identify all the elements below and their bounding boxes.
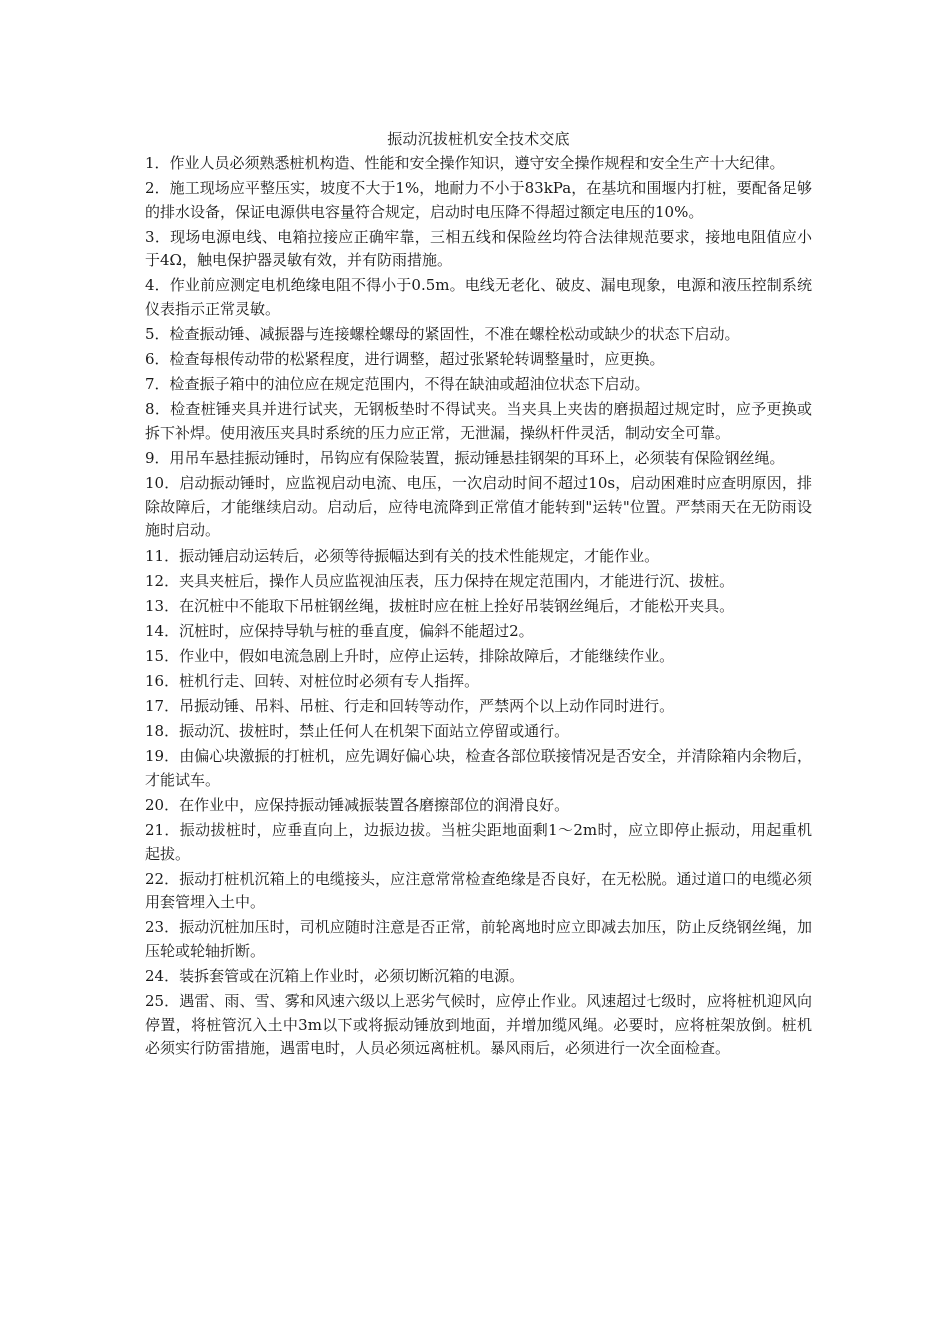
list-item: 5．检查振动锤、减振器与连接螺栓螺母的紧固性，不准在螺栓松动或缺少的状态下启动。 — [145, 325, 740, 344]
list-item: 10．启动振动锤时，应监视启动电流、电压，一次启动时间不超过10s，启动困难时应查明原因，排除故障后，才能继续启动。启动后，应待电流降到正常值才能转到"运转"位置。严禁雨天在无防雨设施时启动。 — [145, 474, 812, 540]
list-item: 16．桩机行走、回转、对桩位时必须有专人指挥。 — [145, 671, 480, 690]
list-item: 14．沉桩时，应保持导轨与桩的垂直度，偏斜不能超过2。 — [145, 621, 534, 640]
list-item: 23．振动沉桩加压时，司机应随时注意是否正常，前轮离地时应立即减去加压，防止反绕钢丝绳，加压轮或轮轴折断。 — [145, 918, 812, 960]
item-list — [145, 152, 812, 1061]
list-item: 3．现场电源电线、电箱拉接应正确牢靠，三相五线和保险丝均符合法律规范要求，接地电阻值应小于4Ω，触电保护器灵敏有效，并有防雨措施。 — [145, 227, 812, 270]
list-item: 17．吊振动锤、吊料、吊桩、行走和回转等动作，严禁两个以上动作同时进行。 — [145, 697, 675, 716]
list-item: 22．振动打桩机沉箱上的电缆接头，应注意常常检查绝缘是否良好，在无松脱。通过道口的电缆必须用套管埋入土中。 — [145, 869, 812, 912]
list-item: 25．遇雷、雨、雪、雾和风速六级以上恶劣气候时，应停止作业。风速超过七级时，应将桩机迎风向停置，将桩管沉入土中3m以下或将振动锤放到地面，并增加缆风绳。必要时，应将桩架放倒。桩机必须实行防雷措施，遇雷电时，人员必须远离桩机。暴风雨后，必须进行一次全面检查。 — [145, 992, 812, 1058]
list-item: 1．作业人员必须熟悉桩机构造、性能和安全操作知识，遵守安全操作规程和安全生产十大纪律。 — [145, 154, 785, 172]
list-item: 12．夹具夹桩后，操作人员应监视油压表，压力保持在规定范围内，才能进行沉、拔桩。 — [145, 571, 735, 590]
list-item: 21．振动拔桩时，应垂直向上，边振边拔。当桩尖距地面剩1～2m时，应立即停止振动，用起重机起拔。 — [145, 821, 812, 863]
list-item: 2．施工现场应平整压实，坡度不大于1%，地耐力不小于83kPa，在基坑和围堰内打桩，要配备足够的排水设备，保证电源供电容量符合规定，启动时电压降不得超过额定电压的10%。 — [145, 179, 812, 221]
list-item: 4．作业前应测定电机绝缘电阻不得小于0.5m。电线无老化、破皮、漏电现象，电源和液压控制系统仪表指示正常灵敏。 — [145, 276, 812, 319]
list-item: 8．检查桩锤夹具并进行试夹，无钢板垫时不得试夹。当夹具上夹齿的磨损超过规定时，应予更换或拆下补焊。使用液压夹具时系统的压力应正常，无泄漏，操纵杆件灵活，制动安全可靠。 — [145, 400, 812, 443]
list-item: 7．检查振子箱中的油位应在规定范围内，不得在缺油或超油位状态下启动。 — [145, 375, 650, 394]
list-item: 9．用吊车悬挂振动锤时，吊钩应有保险装置，振动锤悬挂钢架的耳环上，必须装有保险钢丝绳。 — [145, 449, 785, 468]
list-item: 20．在作业中，应保持振动锤减振装置各磨擦部位的润滑良好。 — [145, 795, 570, 814]
list-item: 6．检查每根传动带的松紧程度，进行调整，超过张紧轮转调整量时，应更换。 — [145, 350, 665, 369]
list-item: 18．振动沉、拔桩时，禁止任何人在机架下面站立停留或通行。 — [145, 722, 570, 741]
document-title: 振动沉拔桩机安全技术交底 — [387, 130, 570, 148]
list-item: 13．在沉桩中不能取下吊桩钢丝绳，拔桩时应在桩上拴好吊装钢丝绳后，才能松开夹具。 — [145, 596, 735, 615]
list-item: 19．由偏心块激振的打桩机，应先调好偏心块，检查各部位联接情况是否安全，并清除箱内余物后，才能试车。 — [145, 747, 812, 789]
document-page — [145, 128, 812, 1062]
list-item: 11．振动锤启动运转后，必须等待振幅达到有关的技术性能规定，才能作业。 — [145, 546, 660, 565]
list-item: 15．作业中，假如电流急剧上升时，应停止运转，排除故障后，才能继续作业。 — [145, 646, 675, 665]
list-item: 24．装拆套管或在沉箱上作业时，必须切断沉箱的电源。 — [145, 967, 525, 986]
